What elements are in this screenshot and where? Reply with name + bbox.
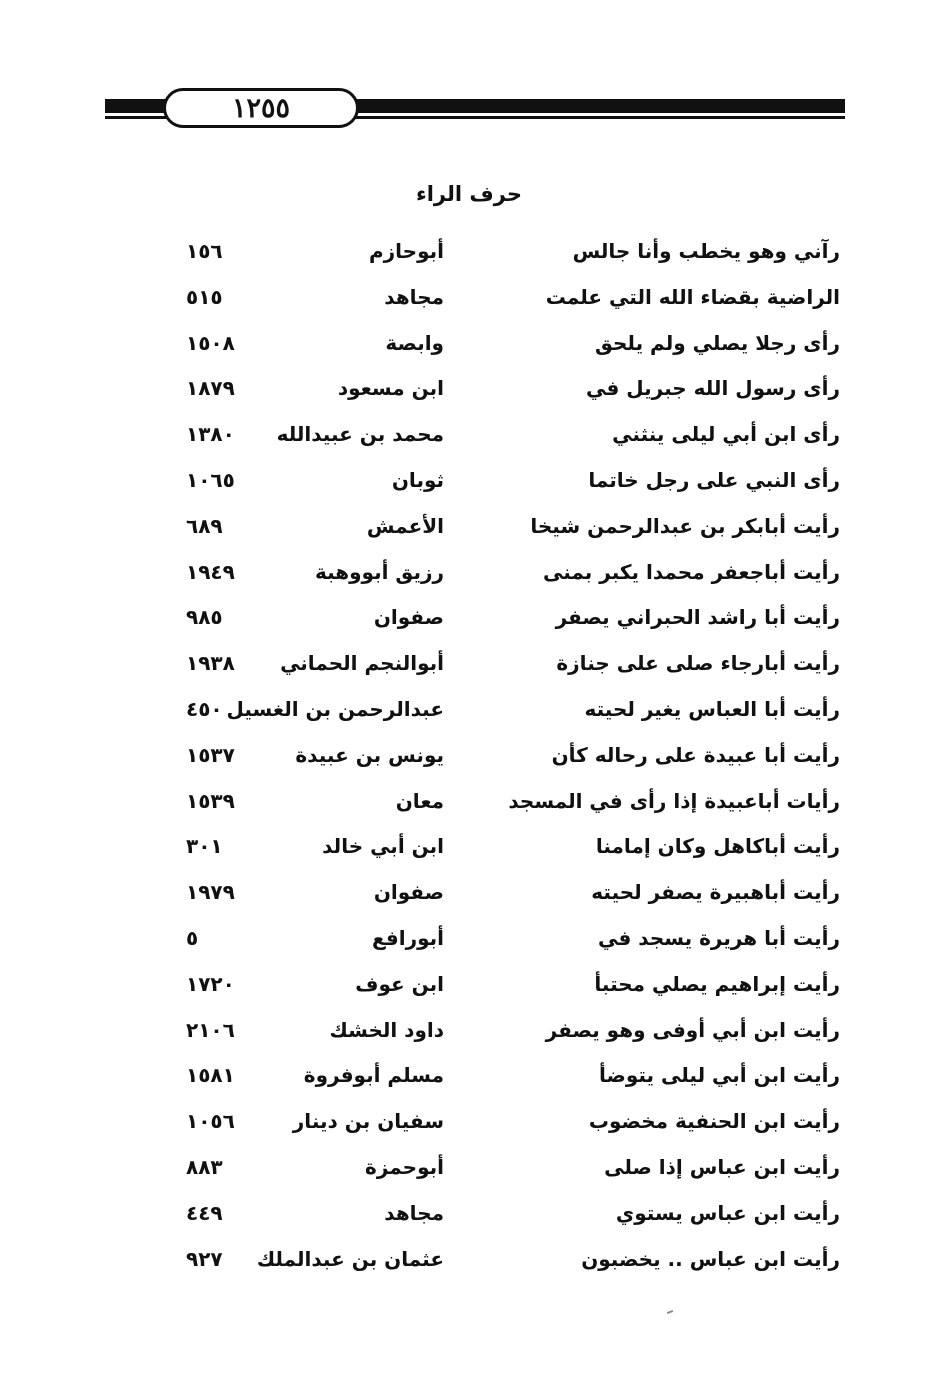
narrator-name: أبوالنجم الحماني xyxy=(280,651,444,676)
narrator-name: الأعمش xyxy=(366,513,444,538)
page-header xyxy=(105,84,845,130)
hadith-phrase: رأيت ابن عباس يستوي xyxy=(615,1200,840,1225)
hadith-phrase: الراضية بقضاء الله التي علمت xyxy=(545,284,840,309)
narrator-name: مجاهد xyxy=(384,1200,444,1225)
index-entry xyxy=(0,599,938,645)
narrator-name: أبورافع xyxy=(371,925,444,950)
hadith-phrase: رأيت أبا هريرة يسجد في xyxy=(597,925,840,950)
index-entry xyxy=(0,1241,938,1287)
hadith-number: ٨٨٣ xyxy=(186,1154,223,1179)
hadith-phrase: رأيت ابن عباس .. يخضبون xyxy=(581,1246,840,1271)
hadith-phrase: رأى ابن أبي ليلى ينثني xyxy=(612,422,840,447)
hadith-number: ١٥٣٩ xyxy=(186,788,235,813)
narrator-name: ابن عوف xyxy=(355,971,444,996)
narrator-name: ابن مسعود xyxy=(337,376,444,401)
hadith-number: ١٥٣٧ xyxy=(186,742,235,767)
index-entry xyxy=(0,279,938,325)
hadith-phrase: رأيت أبا عبيدة على رحاله كأن xyxy=(551,742,840,767)
hadith-number: ١٩٣٨ xyxy=(186,651,235,676)
index-entry xyxy=(0,462,938,508)
hadith-phrase: رأيت ابن أبي أوفى وهو يصفر xyxy=(545,1017,840,1042)
index-entry xyxy=(0,966,938,1012)
hadith-phrase: رأيت ابن عباس إذا صلى xyxy=(604,1154,840,1179)
hadith-number: ٢١٠٦ xyxy=(186,1017,235,1042)
narrator-name: ابن أبي خالد xyxy=(322,834,444,859)
narrator-name: سفيان بن دينار xyxy=(292,1109,444,1134)
narrator-name: معان xyxy=(395,788,444,813)
hadith-phrase: رأى رجلا يصلي ولم يلحق xyxy=(594,330,840,355)
page-number-badge xyxy=(163,88,359,128)
narrator-name: صفوان xyxy=(373,605,444,630)
index-entry xyxy=(0,416,938,462)
index-entry xyxy=(0,828,938,874)
hadith-phrase: رأيت ابن الحنفية مخضوب xyxy=(588,1109,840,1134)
index-entry xyxy=(0,645,938,691)
index-entry xyxy=(0,370,938,416)
narrator-name: وابصة xyxy=(385,330,444,355)
index-entry xyxy=(0,783,938,829)
index-entry xyxy=(0,554,938,600)
hadith-number: ٤٥٠ xyxy=(186,696,223,721)
hadith-phrase: رأى رسول الله جبريل في xyxy=(586,376,840,401)
index-entry xyxy=(0,691,938,737)
index-entry xyxy=(0,1195,938,1241)
index-entry xyxy=(0,1057,938,1103)
hadith-phrase: رأيت إبراهيم يصلي محتبأ xyxy=(594,971,840,996)
narrator-name: داود الخشك xyxy=(329,1017,444,1042)
hadith-number: ٩٢٧ xyxy=(186,1246,223,1271)
narrator-name: أبوحازم xyxy=(369,239,444,263)
narrator-name: عثمان بن عبدالملك xyxy=(256,1246,444,1271)
hadith-number: ٩٨٥ xyxy=(186,605,223,630)
index-entry xyxy=(0,1012,938,1058)
narrator-name: يونس بن عبيدة xyxy=(295,742,444,767)
hadith-number: ٥ xyxy=(186,925,199,950)
narrator-name: أبوحمزة xyxy=(365,1154,444,1179)
index-entry xyxy=(0,737,938,783)
hadith-number: ٤٤٩ xyxy=(186,1200,223,1225)
hadith-phrase: رأيت ابن أبي ليلى يتوضأ xyxy=(599,1063,840,1088)
narrator-name: مسلم أبوفروة xyxy=(303,1063,444,1088)
index-entry xyxy=(0,508,938,554)
narrator-name: محمد بن عبيدالله xyxy=(276,422,444,447)
hadith-number: ١٩٧٩ xyxy=(186,880,235,905)
narrator-name: عبدالرحمن بن الغسيل xyxy=(226,696,444,721)
narrator-name: رزيق أبووهبة xyxy=(314,559,444,584)
hadith-phrase: رأيت أبارجاء صلى على جنازة xyxy=(556,651,840,676)
index-entry xyxy=(0,1103,938,1149)
narrator-name: مجاهد xyxy=(384,284,444,309)
hadith-number: ٦٨٩ xyxy=(186,513,223,538)
narrator-name: صفوان xyxy=(373,880,444,905)
page-number: ١٢٥٥ xyxy=(231,92,290,124)
hadith-phrase: رأى النبي على رجل خاتما xyxy=(588,467,840,492)
hadith-number: ١٠٥٦ xyxy=(186,1109,235,1134)
hadith-phrase: رأيت أباجعفر محمدا يكبر بمنى xyxy=(543,559,840,584)
index-entry xyxy=(0,920,938,966)
hadith-phrase: رأيت أباكاهل وكان إمامنا xyxy=(595,834,840,859)
hadith-number: ١٨٧٩ xyxy=(186,376,235,401)
hadith-number: ١٠٦٥ xyxy=(186,467,235,492)
hadith-number: ١٣٨٠ xyxy=(186,422,235,447)
hadith-number: ١٥٦ xyxy=(186,239,223,263)
hadith-phrase: رأيت أبابكر بن عبدالرحمن شيخا xyxy=(530,513,840,538)
hadith-phrase: رأيت أباهبيرة يصفر لحيته xyxy=(591,880,840,905)
narrator-name: ثوبان xyxy=(391,467,444,492)
index-list xyxy=(0,233,938,1286)
hadith-phrase: رآني وهو يخطب وأنا جالس xyxy=(572,239,840,263)
hadith-phrase: رأيات أباعبيدة إذا رأى في المسجد xyxy=(508,788,840,813)
hadith-phrase: رأيت أبا راشد الحبراني يصفر xyxy=(555,605,840,630)
hadith-number: ١٥٨١ xyxy=(186,1063,235,1088)
hadith-number: ١٥٠٨ xyxy=(186,330,235,355)
hadith-number: ١٩٤٩ xyxy=(186,559,235,584)
index-entry xyxy=(0,325,938,371)
hadith-number: ٥١٥ xyxy=(186,284,223,309)
print-speck xyxy=(667,1310,673,1314)
section-title: حرف الراء xyxy=(416,182,522,206)
hadith-phrase: رأيت أبا العباس يغير لحيته xyxy=(584,696,840,721)
index-entry xyxy=(0,233,938,279)
hadith-number: ١٧٢٠ xyxy=(186,971,235,996)
index-entry xyxy=(0,1149,938,1195)
index-entry xyxy=(0,874,938,920)
hadith-number: ٣٠١ xyxy=(186,834,223,859)
